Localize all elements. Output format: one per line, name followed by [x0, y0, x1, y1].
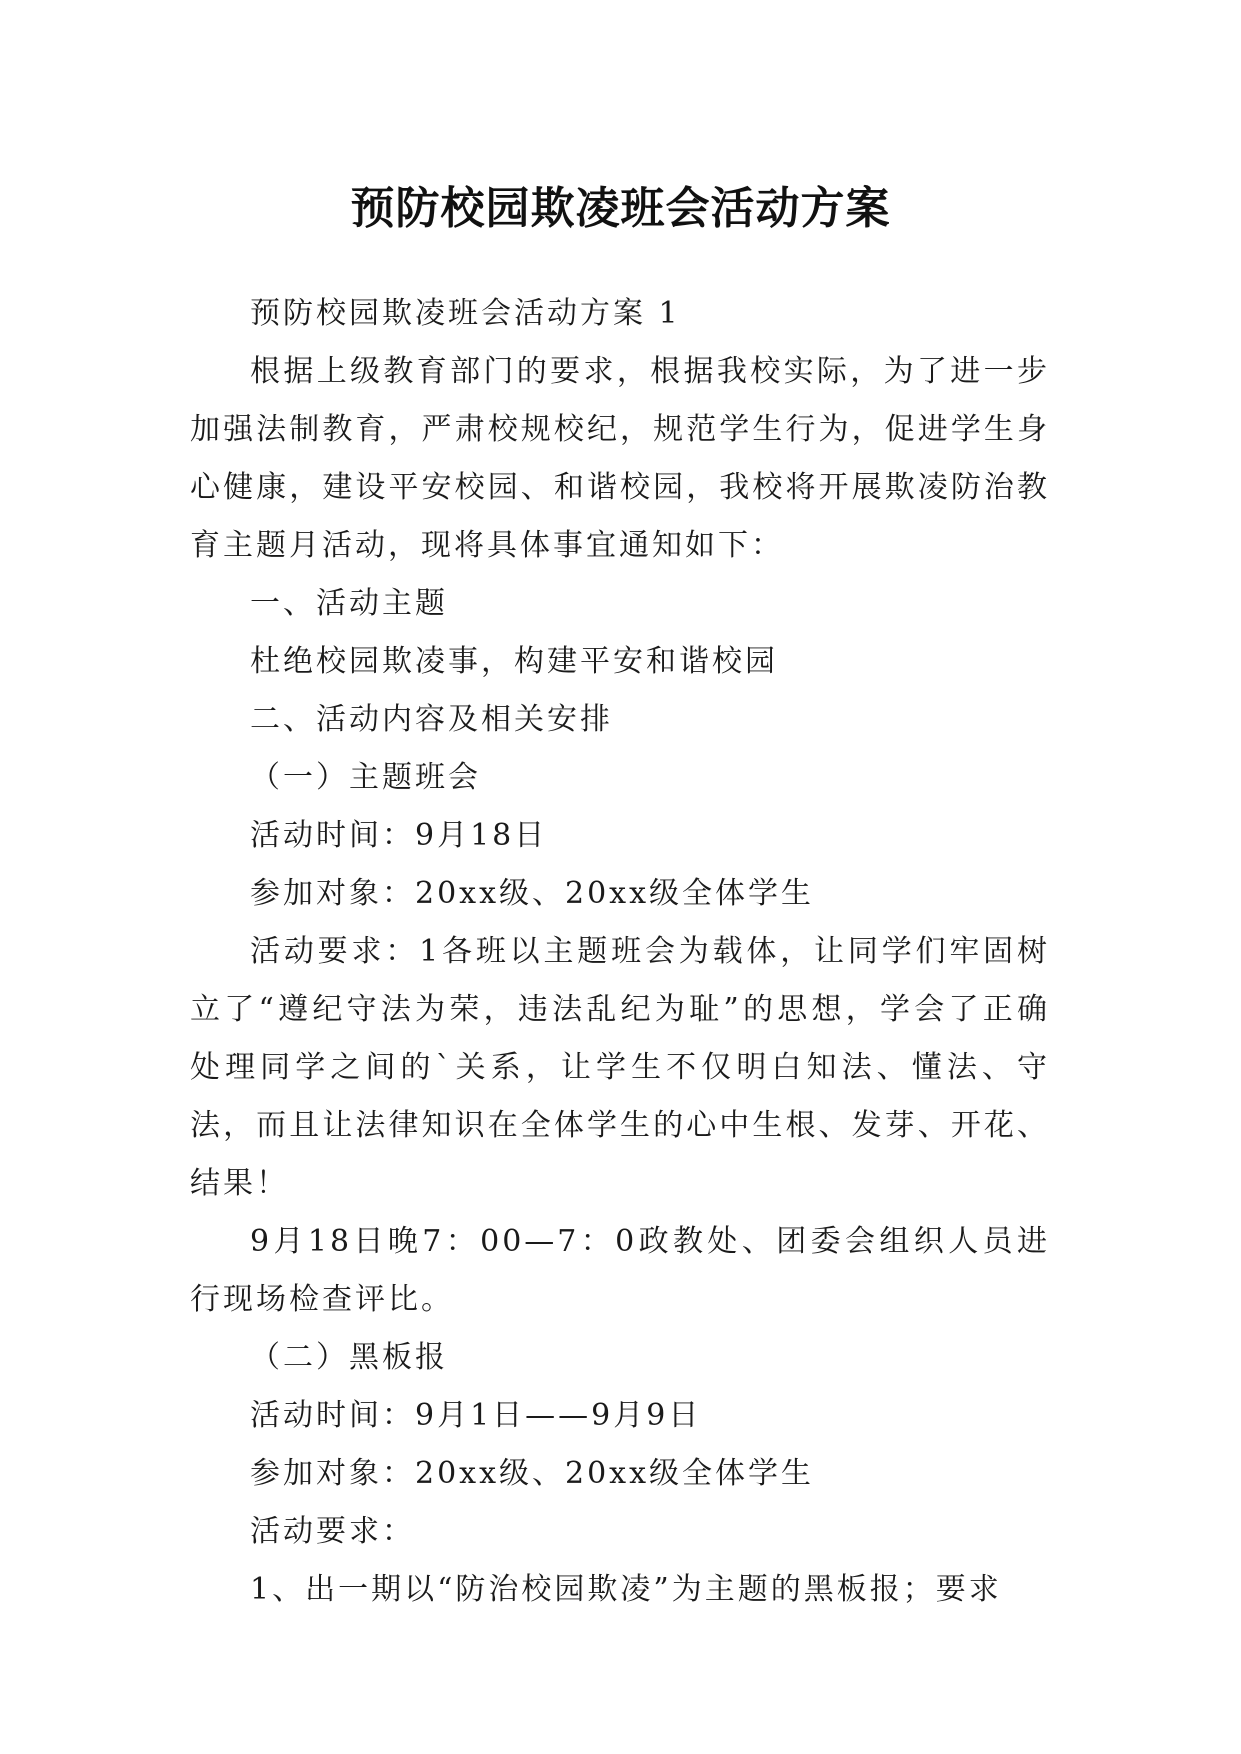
paragraph: 参加对象：20xx级、20xx级全体学生 [250, 1456, 815, 1491]
paragraph: 活动要求： [250, 1514, 415, 1549]
subsection-heading: （一）主题班会 [250, 760, 481, 795]
paragraph: 活动时间：9月1日——9月9日 [250, 1398, 702, 1433]
section-heading: 一、活动主题 [250, 586, 448, 621]
subsection-heading: （二）黑板报 [250, 1340, 448, 1375]
section-heading: 预防校园欺凌班会活动方案 1 [250, 296, 681, 331]
paragraph: 根据上级教育部门的要求，根据我校实际，为了进一步加强法制教育，严肃校规校纪，规范学生行为，促进学生身心健康，建设平安校园、和谐校园，我校将开展欺凌防治教育主题月活动，现将具体事宜通知如下： [190, 354, 1050, 563]
document-body [190, 285, 1050, 1619]
paragraph: 1、出一期以“防治校园欺凌”为主题的黑板报；要求 [250, 1572, 1002, 1607]
paragraph: 9月18日晚7：00—7：0政教处、团委会组织人员进行现场检查评比。 [190, 1224, 1050, 1317]
paragraph: 杜绝校园欺凌事，构建平安和谐校园 [250, 644, 778, 679]
paragraph: 参加对象：20xx级、20xx级全体学生 [250, 876, 815, 911]
section-heading: 二、活动内容及相关安排 [250, 702, 613, 737]
document-title: 预防校园欺凌班会活动方案 [350, 183, 891, 235]
paragraph: 活动时间：9月18日 [250, 818, 548, 853]
paragraph: 活动要求：1各班以主题班会为载体，让同学们牢固树立了“遵纪守法为荣，违法乱纪为耻”的思想，学会了正确处理同学之间的`关系，让学生不仅明白知法、懂法、守法，而且让法律知识在全体学生的心中生根、发芽、开花、结果！ [190, 934, 1050, 1201]
